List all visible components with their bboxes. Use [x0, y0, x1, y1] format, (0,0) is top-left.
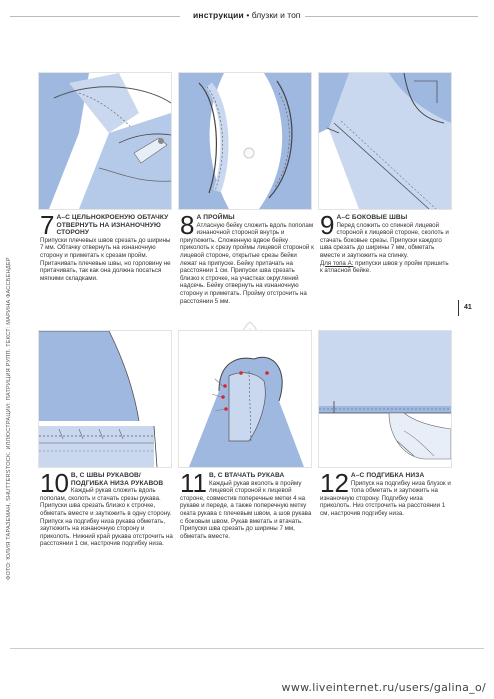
illustration-step-9 — [318, 72, 452, 210]
header-separator: • — [246, 10, 250, 20]
header-category: блузки и топ — [251, 10, 301, 20]
step-9-body-text: Перед сложить со спинкой лицевой стороной к лицевой стороне, сколоть и стачать боковые срезы. Припуски каждого шва срезать до ширины 7 мм, обметать вместе и заутюжить на спинку. — [320, 221, 449, 259]
step-7-number: 7 — [40, 210, 55, 240]
header-rule-left — [10, 16, 180, 17]
step-12-number: 12 — [320, 468, 349, 498]
step-11-body: Каждый рукав вколоть в пройму лицевой стороной к лицевой стороне, совместив поперечные метки 4 на рукаве и переде, а также поперечную метку оката рукава с плечевым швом, а шов рукава с боковым швом. Рукав вметать и втачать. Припуски шва срезать до ширины 7 мм, обметать вместе. — [180, 479, 312, 540]
step-9-note: припуски швов у пройм пришить к атласной бейке. — [320, 259, 449, 275]
step-12-title: А–С ПОДГИБКА НИЗА — [350, 472, 425, 479]
header-section: инструкции — [193, 10, 244, 20]
footer-rule — [10, 648, 484, 649]
page-number-text: 41 — [464, 304, 472, 311]
page-number-bar — [458, 300, 459, 316]
step-9-title: А–С БОКОВЫЕ ШВЫ — [336, 214, 408, 221]
step-12-body: Припуск на подгибку низа блузок и топа обметать и заутюжить на изнаночную сторону. Подгибку низа приколоть. Низ отстрочить на расстоянии 1 см, настрочив подгибку низа. — [320, 479, 451, 517]
step-12 — [320, 468, 452, 518]
step-10-body: Каждый рукав сложить вдоль пополам, сколоть и стачать срезы рукава. Припуски шва срезать близко к строчке, обметать вместе и заутюжить в одну сторону. Припуск на подгибку низа рукава обметать, заутюжить на изнаночную сторону и приколоть. Нижний край рукава отстрочить на расстоянии 1 см, настрочив подгибку низа. — [40, 487, 173, 548]
step-9 — [320, 210, 452, 275]
step-10-title: В, С ШВЫ РУКАВОВ/ПОДГИБКА НИЗА РУКАВОВ — [70, 472, 164, 487]
step-9-body — [320, 222, 452, 275]
illustration-step-7 — [38, 72, 172, 210]
source-url[interactable]: www.liveinternet.ru/users/galina_o/ — [281, 681, 486, 694]
side-credit — [2, 250, 16, 580]
step-11-number: 11 — [180, 468, 207, 498]
step-8 — [180, 210, 314, 305]
step-11 — [180, 468, 314, 540]
illustration-step-12 — [318, 330, 452, 468]
step-8-number: 8 — [180, 210, 195, 240]
side-credit-text: ФОТО: ЮЛИЯ ТАРАЗЕМАН, SHUTTERSTOCK. ИЛЛЮСТРАЦИИ: ПАТРИЦИЯ РУПП. ТЕКСТ: МАРИНА ФАССБЕНДЕР — [6, 257, 12, 580]
step-7 — [40, 210, 174, 282]
illustration-step-11 — [178, 330, 312, 468]
header-text — [188, 10, 305, 20]
illustration-step-10 — [38, 330, 172, 468]
step-7-body: Припуски плечевых швов срезать до ширины 7 мм. Обтачку отвернуть на изнаночную сторону и приметать к срезам пройм. Притачивать плечевые швы, но горловину не притачивать, так как она должна посаться мягкими складками. — [40, 236, 171, 282]
step-9-number: 9 — [320, 210, 335, 240]
illustration-step-8 — [178, 72, 312, 210]
step-9-note-label: Для топа А: — [320, 259, 354, 267]
step-10 — [40, 468, 174, 548]
step-8-body: Атласную бейку сложить вдоль пополам изнаночной стороной внутрь и приутюжить. Сложенную вдвое бейку приколоть к срезу проймы лицевой стороной к лицевой стороне, открытые срезы бейки лежат на припуске. Бейку притачать на расстоянии 1 см. Припуски шва срезать близко к строчке, на участках округлений надсечь. Бейку отвернуть на изнаночную сторону и приметать. Пройму отстрочить на расстоянии 5 мм. — [180, 221, 314, 305]
step-10-number: 10 — [40, 468, 69, 498]
step-8-title: А ПРОЙМЫ — [196, 214, 235, 221]
step-7-title: А–С ЦЕЛЬНОКРОЕНУЮ ОБТАЧКУ ОТВЕРНУТЬ НА ИЗНАНОЧНУЮ СТОРОНУ — [56, 214, 169, 237]
step-11-title: В, С ВТАЧАТЬ РУКАВА — [209, 472, 285, 479]
page-number — [464, 304, 472, 311]
page-header — [188, 10, 478, 20]
